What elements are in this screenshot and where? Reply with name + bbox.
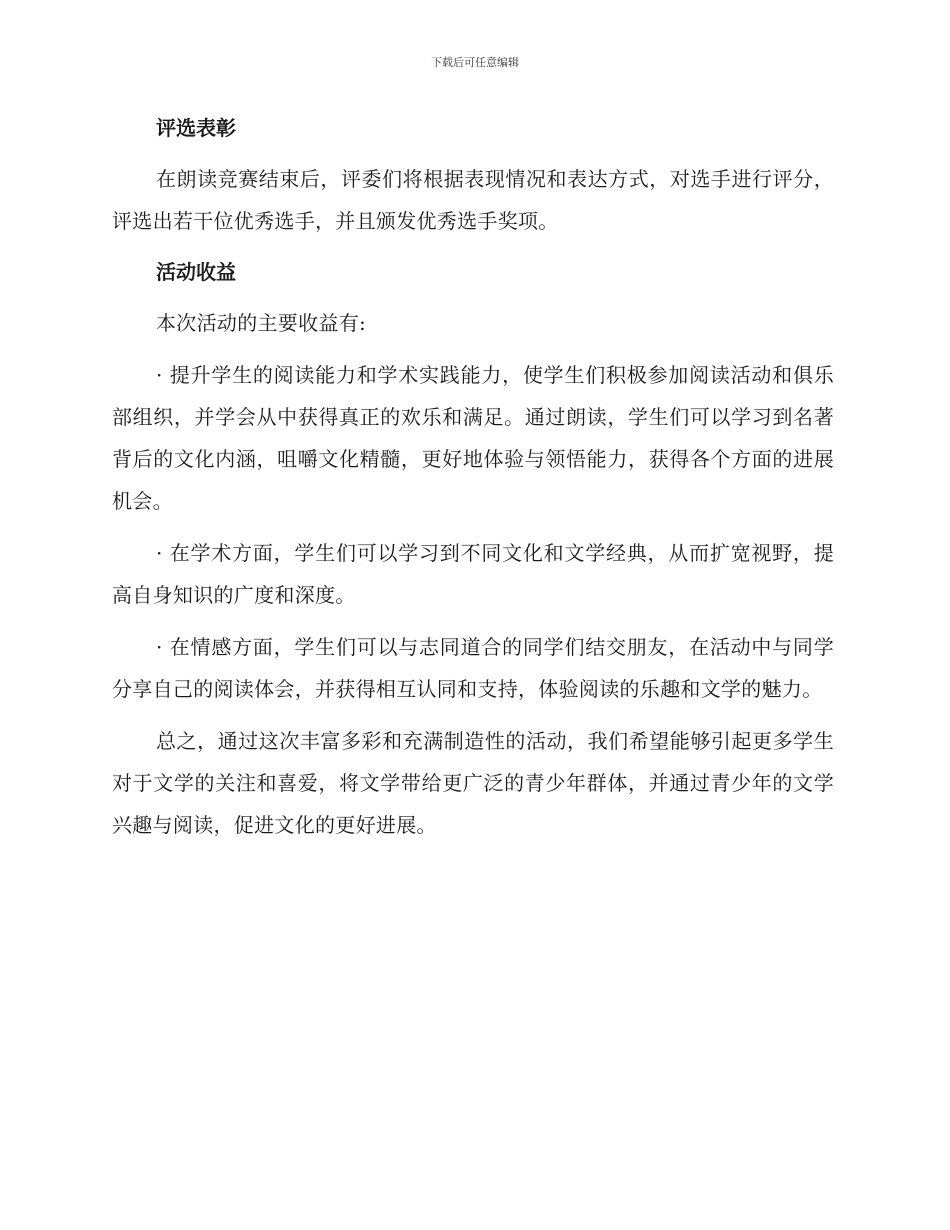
document-body <box>112 108 834 856</box>
award-paragraph: 在朗读竞赛结束后，评委们将根据表现情况和表达方式，对选手进行评分，评选出若干位优秀选手，并且颁发优秀选手奖项。 <box>112 167 834 233</box>
section-heading-benefits: 活动收益 <box>156 260 236 284</box>
conclusion-paragraph: 总之，通过这次丰富多彩和充满制造性的活动，我们希望能够引起更多学生对于文学的关注和喜爱，将文学带给更广泛的青少年群体，并通过青少年的文学兴趣与阅读，促进文化的更好进展。 <box>112 729 834 837</box>
header-note: 下载后可任意编辑 <box>431 56 519 69</box>
benefit-item-3: · 在情感方面，学生们可以与志同道合的同学们结交朋友，在活动中与同学分享自己的阅读体会，并获得相互认同和支持，体验阅读的乐趣和文学的魅力。 <box>112 635 834 701</box>
benefits-intro: 本次活动的主要收益有: <box>156 311 367 335</box>
benefit-item-2: · 在学术方面，学生们可以学习到不同文化和文学经典，从而扩宽视野，提高自身知识的广度和深度。 <box>112 541 834 607</box>
benefit-item-1: · 提升学生的阅读能力和学术实践能力，使学生们积极参加阅读活动和俱乐部组织，并学会从中获得真正的欢乐和满足。通过朗读，学生们可以学习到名著背后的文化内涵，咀嚼文化精髓，更好地体验与领悟能力，获得各个方面的进展机会。 <box>112 363 834 513</box>
section-heading-award: 评选表彰 <box>156 116 236 140</box>
